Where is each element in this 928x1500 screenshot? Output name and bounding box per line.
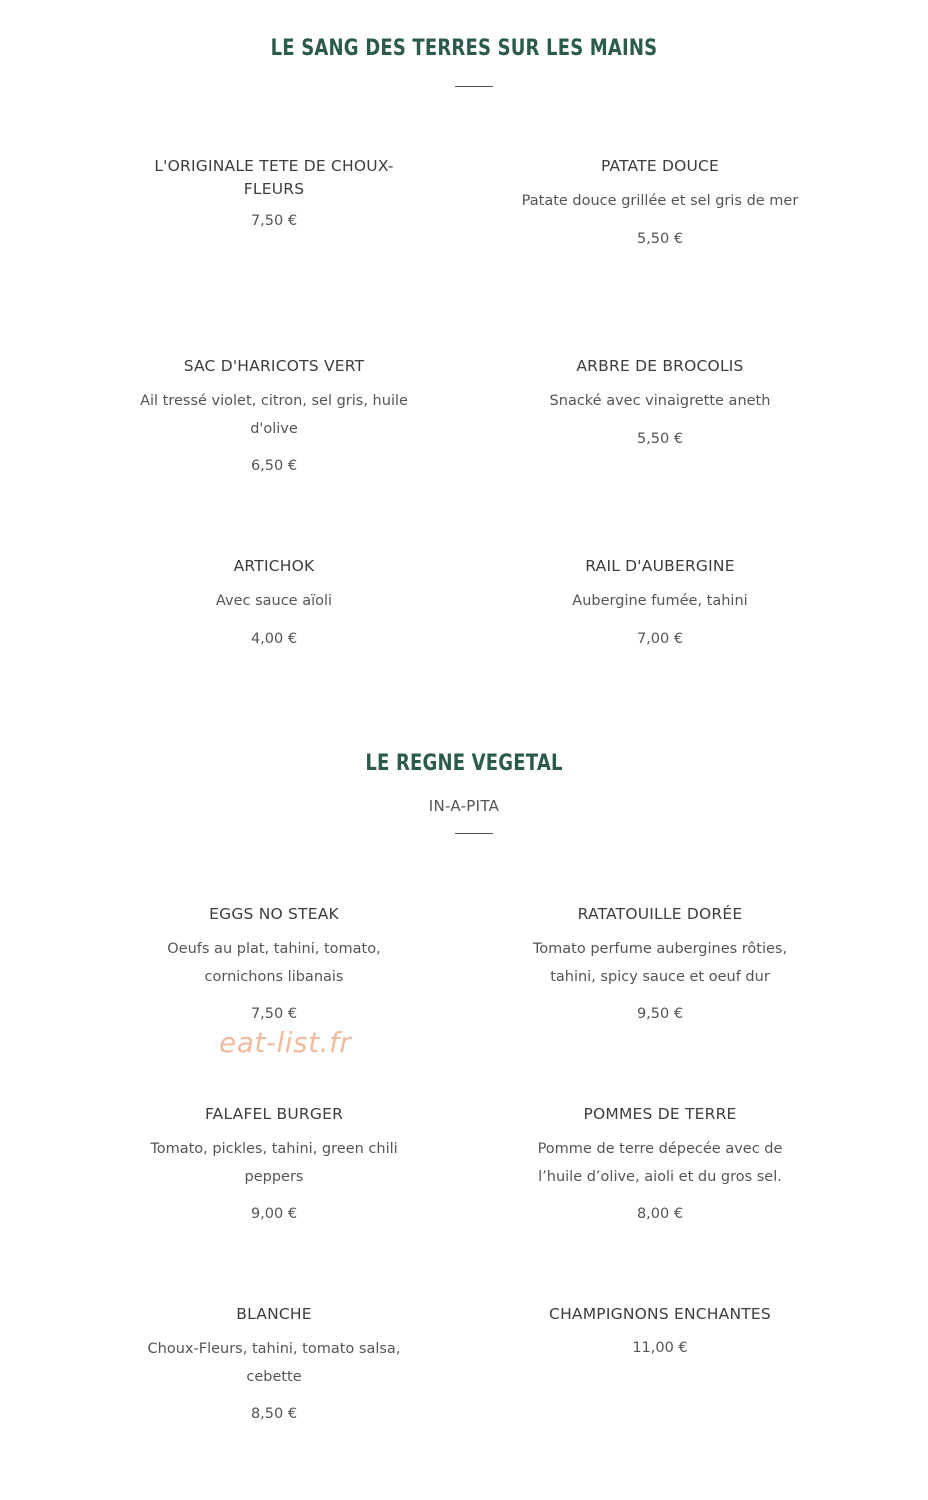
item-price: 7,50 € xyxy=(250,1006,298,1022)
item-price: 11,00 € xyxy=(632,1340,688,1356)
menu-item xyxy=(520,555,800,649)
item-price: 5,50 € xyxy=(636,230,684,247)
item-name: ARTICHOK xyxy=(233,557,315,575)
item-name: ARBRE DE BROCOLIS xyxy=(576,357,744,375)
section-subtitle: IN-A-PITA xyxy=(428,797,500,815)
item-price: 6,50 € xyxy=(250,458,298,474)
item-price: 7,00 € xyxy=(636,630,684,647)
item-description: Tomato perfume aubergines rôties, tahini, spicy sauce et oeuf dur xyxy=(532,941,788,985)
item-name: SAC D'HARICOTS VERT xyxy=(183,357,365,375)
item-description: Tomato, pickles, tahini, green chili peppers xyxy=(150,1141,398,1185)
item-name: FALAFEL BURGER xyxy=(204,1105,344,1123)
menu-item xyxy=(134,1103,414,1224)
item-description: Snacké avec vinaigrette aneth xyxy=(549,393,771,409)
menu-item xyxy=(520,1103,800,1224)
item-name: RATATOUILLE DORÉE xyxy=(577,905,743,923)
item-description: Avec sauce aïoli xyxy=(215,593,333,609)
item-description: Oeufs au plat, tahini, tomato, cornichons libanais xyxy=(167,941,381,985)
item-description: Patate douce grillée et sel gris de mer xyxy=(521,193,799,209)
item-price: 9,00 € xyxy=(250,1206,298,1222)
item-description: Pomme de terre dépecée avec de l’huile d’olive, aioli et du gros sel. xyxy=(537,1141,783,1185)
item-description: Choux-Fleurs, tahini, tomato salsa, cebette xyxy=(147,1341,401,1385)
menu-item xyxy=(520,355,800,449)
menu-item xyxy=(520,155,800,249)
item-price: 8,00 € xyxy=(636,1206,684,1222)
menu-item xyxy=(134,555,414,649)
menu-item xyxy=(134,155,414,231)
menu-item xyxy=(134,903,414,1024)
item-name: L'ORIGINALE TETE DE CHOUX-FLEURS xyxy=(154,157,394,198)
item-price: 4,00 € xyxy=(250,630,298,647)
menu-item xyxy=(134,1303,414,1424)
item-price: 7,50 € xyxy=(250,213,298,229)
section-title: LE REGNE VEGETAL xyxy=(365,751,563,776)
menu-item xyxy=(134,355,414,476)
item-price: 5,50 € xyxy=(636,430,684,447)
watermark: eat-list.fr xyxy=(219,1026,352,1059)
item-name: EGGS NO STEAK xyxy=(209,905,339,923)
item-price: 9,50 € xyxy=(636,1006,684,1022)
item-description: Ail tressé violet, citron, sel gris, huile d'olive xyxy=(140,393,408,437)
item-name: POMMES DE TERRE xyxy=(583,1105,737,1123)
item-name: BLANCHE xyxy=(236,1305,312,1323)
item-price: 8,50 € xyxy=(250,1406,298,1422)
section-divider xyxy=(455,86,493,87)
menu-item xyxy=(520,903,800,1024)
item-description: Aubergine fumée, tahini xyxy=(572,593,748,609)
item-name: CHAMPIGNONS ENCHANTES xyxy=(549,1305,771,1323)
section-divider xyxy=(455,833,493,834)
section-title: LE SANG DES TERRES SUR LES MAINS xyxy=(270,36,658,61)
menu-item xyxy=(520,1303,800,1358)
item-name: RAIL D'AUBERGINE xyxy=(585,557,735,575)
item-name: PATATE DOUCE xyxy=(600,157,720,175)
